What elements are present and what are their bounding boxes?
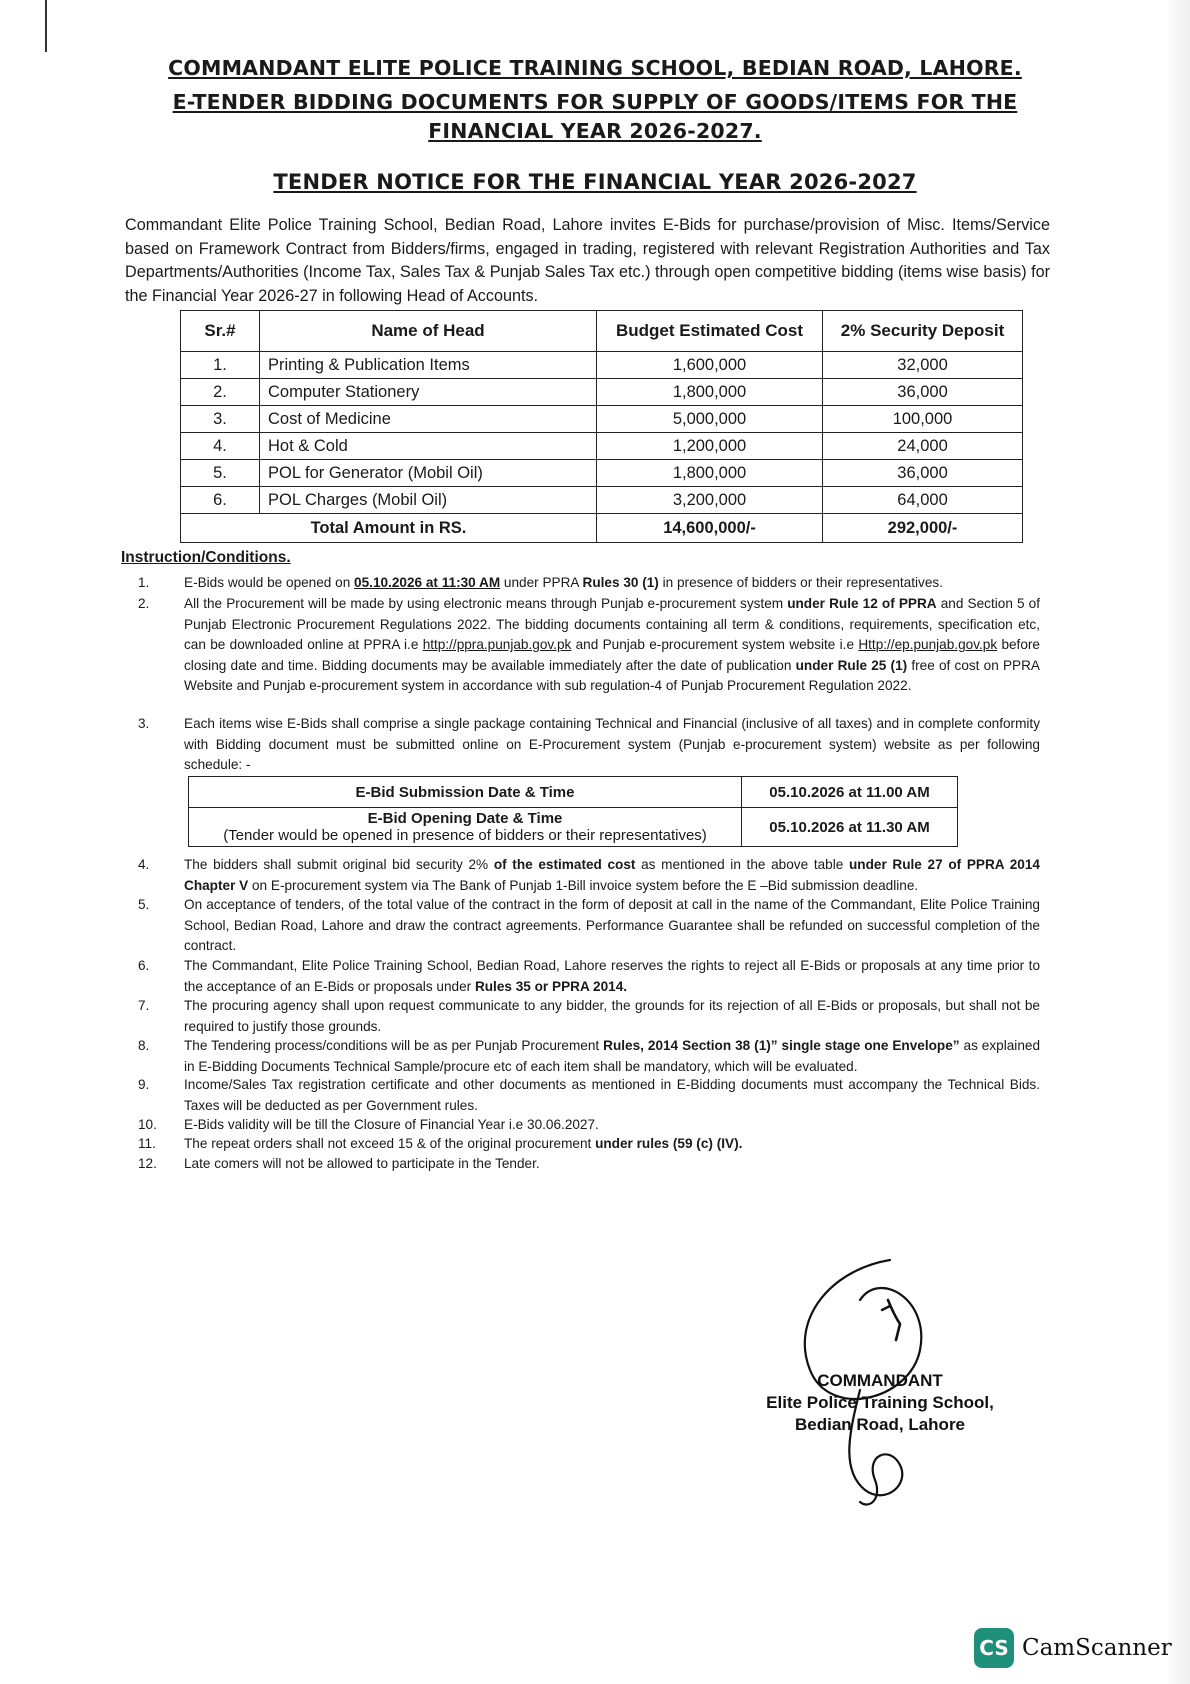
total-budget: 14,600,000/- — [597, 514, 823, 543]
item-text: E-Bids would be opened on 05.10.2026 at 11:30 AM under PPRA Rules 30 (1) in presence of bidders or their representatives. — [184, 575, 943, 590]
opening-cell — [189, 808, 742, 847]
header-line-1: COMMANDANT ELITE POLICE TRAINING SCHOOL, BEDIAN ROAD, LAHORE. — [168, 56, 1022, 80]
row-serial: 6. — [181, 487, 260, 514]
table-row — [181, 406, 1023, 433]
total-label: Total Amount in RS. — [181, 514, 597, 543]
row-serial: 2. — [181, 379, 260, 406]
item-text: The bidders shall submit original bid security 2% of the estimated cost as mentioned in the above table under Rule 27 of PPRA 2014 Chapter V on E-procurement system via The Bank of Punjab 1-Bill invoice system before the E –Bid submission deadline. — [184, 857, 1040, 893]
column-header: Budget Estimated Cost — [597, 311, 823, 352]
item-number: 4. — [138, 857, 150, 872]
row-head-name: Printing & Publication Items — [260, 352, 597, 379]
scan-shadow — [1164, 0, 1190, 1684]
row-budget: 1,200,000 — [597, 433, 823, 460]
row-head-name: Cost of Medicine — [260, 406, 597, 433]
total-deposit: 292,000/- — [823, 514, 1023, 543]
item-text: Late comers will not be allowed to participate in the Tender. — [184, 1156, 540, 1171]
stamp-line-3: Bedian Road, Lahore — [794, 1415, 966, 1434]
row-budget: 1,800,000 — [597, 460, 823, 487]
row-head-name: Computer Stationery — [260, 379, 597, 406]
camscanner-brand: CamScanner — [1022, 1635, 1172, 1661]
row-serial: 1. — [181, 352, 260, 379]
row-head-name: POL Charges (Mobil Oil) — [260, 487, 597, 514]
item-number: 3. — [138, 716, 150, 731]
table-header-row — [181, 311, 1023, 352]
submission-value: 05.10.2026 at 11.00 AM — [742, 777, 958, 808]
item-text: All the Procurement will be made by using electronic means through Punjab e-procurement system under Rule 12 of PPRA and Section 5 of Punjab Electronic Procurement Regulations 2022. The bidding documents containing all term & conditions, requirements, specification etc, can be downloaded online at PPRA i.e http://ppra.punjab.gov.pk and Punjab e-procurement system website i.e Http://ep.punjab.gov.pk before closing date and time. Bidding documents may be available immediately after the date of publication under Rule 25 (1) free of cost on PPRA Website and Punjab e-procurement system in accordance with sub regulation-4 of Punjab Procurement Regulation 2022. — [184, 596, 1041, 693]
header-line-3: FINANCIAL YEAR 2026-2027. — [428, 119, 762, 143]
opening-label: E-Bid Opening Date & Time — [367, 810, 563, 827]
intro-paragraph: Commandant Elite Police Training School, Bedian Road, Lahore invites E-Bids for purchase/provision of Misc. Items/Service based on Framework Contract from Bidders/firms, engaged in trading, registered with relevant Registration Authorities and Tax Departments/Authorities (Income Tax, Sales Tax & Punjab Sales Tax etc.) through open competitive bidding (items wise basis) for the Financial Year 2026-27 in following Head of Accounts. — [125, 216, 1050, 305]
item-text: E-Bids validity will be till the Closure of Financial Year i.e 30.06.2027. — [184, 1117, 599, 1132]
column-header: 2% Security Deposit — [823, 311, 1023, 352]
row-serial: 3. — [181, 406, 260, 433]
submission-label: E-Bid Submission Date & Time — [189, 777, 742, 808]
item-text: The Tendering process/conditions will be as per Punjab Procurement Rules, 2014 Section 38 (1)” single stage one Envelope” as explained in E-Bidding Documents Technical Sample/procure etc of each item shall be mandatory, which will be evaluated. — [184, 1038, 1041, 1074]
row-serial: 5. — [181, 460, 260, 487]
eproc-link[interactable]: Http://ep.punjab.gov.pk — [858, 637, 998, 652]
item-text: On acceptance of tenders, of the total value of the contract in the form of deposit at call in the name of the Commandant, Elite Police Training School, Bedian Road, Lahore and draw the contract agreements. Performance Guarantee shall be refunded on successful completion of the contract. — [184, 897, 1040, 953]
official-stamp — [745, 1370, 1015, 1436]
item-number: 10. — [138, 1117, 157, 1132]
item-text: The procuring agency shall upon request communicate to any bidder, the grounds for its rejection of all E-Bids or proposals, but shall not be required to justify those grounds. — [184, 998, 1040, 1034]
table-row — [181, 487, 1023, 514]
table-row — [181, 379, 1023, 406]
column-header: Sr.# — [181, 311, 260, 352]
row-deposit: 100,000 — [823, 406, 1023, 433]
stamp-line-1: COMMANDANT — [817, 1371, 943, 1390]
item-number: 9. — [138, 1077, 150, 1092]
row-head-name: POL for Generator (Mobil Oil) — [260, 460, 597, 487]
table-row — [181, 460, 1023, 487]
row-budget: 3,200,000 — [597, 487, 823, 514]
schedule-table — [188, 776, 958, 847]
row-deposit: 36,000 — [823, 379, 1023, 406]
item-number: 6. — [138, 958, 150, 973]
row-budget: 5,000,000 — [597, 406, 823, 433]
row-budget: 1,800,000 — [597, 379, 823, 406]
row-deposit: 32,000 — [823, 352, 1023, 379]
row-head-name: Hot & Cold — [260, 433, 597, 460]
row-budget: 1,600,000 — [597, 352, 823, 379]
item-number: 7. — [138, 998, 150, 1013]
row-deposit: 64,000 — [823, 487, 1023, 514]
item-number: 5. — [138, 897, 150, 912]
item-number: 11. — [138, 1136, 156, 1151]
instructions-title: Instruction/Conditions. — [121, 549, 291, 566]
notice-title: TENDER NOTICE FOR THE FINANCIAL YEAR 2026-2027 — [273, 170, 917, 194]
header-line-2: E-TENDER BIDDING DOCUMENTS FOR SUPPLY OF GOODS/ITEMS FOR THE — [172, 90, 1018, 114]
heads-of-account-table — [180, 310, 1023, 543]
item-number: 2. — [138, 596, 150, 611]
opening-value: 05.10.2026 at 11.30 AM — [742, 808, 958, 847]
item-text: The repeat orders shall not exceed 15 & of the original procurement under rules (59 (c) (IV). — [184, 1136, 743, 1151]
item-number: 1. — [138, 575, 150, 590]
table-body — [181, 352, 1023, 514]
table-row — [181, 352, 1023, 379]
opening-note: (Tender would be opened in presence of bidders or their representatives) — [223, 827, 707, 844]
column-header: Name of Head — [260, 311, 597, 352]
camscanner-logo-icon: CS — [974, 1628, 1014, 1668]
camscanner-watermark — [974, 1628, 1172, 1668]
item-text: Each items wise E-Bids shall comprise a single package containing Technical and Financial (inclusive of all taxes) and in complete conformity with Bidding document must be submitted online on E-Procurement system (Punjab e-procurement system) website as per following schedule: - — [184, 716, 1040, 772]
table-row — [181, 433, 1023, 460]
row-deposit: 36,000 — [823, 460, 1023, 487]
item-number: 12. — [138, 1156, 157, 1171]
opening-row — [189, 808, 958, 847]
scan-edge-line — [45, 0, 47, 52]
stamp-line-2: Elite Police Training School, — [766, 1393, 994, 1412]
item-number: 8. — [138, 1038, 150, 1053]
submission-row — [189, 777, 958, 808]
row-serial: 4. — [181, 433, 260, 460]
total-row — [181, 514, 1023, 543]
item-text: The Commandant, Elite Police Training School, Bedian Road, Lahore reserves the rights to reject all E-Bids or proposals at any time prior to the acceptance of an E-Bids or proposals under Rules 35 or PPRA 2014. — [184, 958, 1040, 994]
ppra-link[interactable]: http://ppra.punjab.gov.pk — [422, 637, 572, 652]
item-text: Income/Sales Tax registration certificate and other documents as mentioned in E-Bidding documents must accompany the Technical Bids. Taxes will be deducted as per Government rules. — [184, 1077, 1040, 1113]
row-deposit: 24,000 — [823, 433, 1023, 460]
